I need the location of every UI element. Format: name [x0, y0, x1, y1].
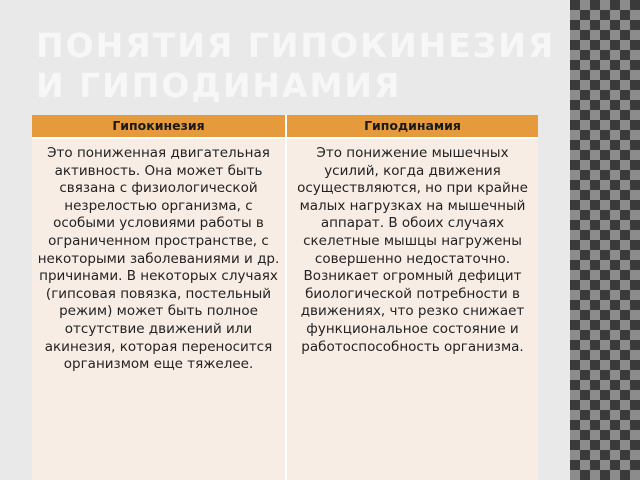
- cell-hypokinesia-definition: Это пониженная двигательная активность. Она может быть связана с физиологической незрелостью организма, с особыми условиями работы в ограниченном пространстве, с некоторыми заболеваниями и др. причинами. В некоторых случаях (гипсовая повязка, постельный режим) может быть полное отсутствие движений или акинезия, которая переносится организмом еще тяжелее.: [37, 145, 280, 373]
- slide-title: ПОНЯТИЯ ГИПОКИНЕЗИЯ И ГИПОДИНАМИЯ: [36, 26, 556, 105]
- cell-hypodynamia-definition: Это понижение мышечных усилий, когда движения осуществляются, но при крайне малых нагрузках на мышечный аппарат. В обоих случаях скелетные мышцы нагружены совершенно недостаточно. Возникает огромный дефицит биологической потребности в движениях, что резко снижает функциональное состояние и работоспособность организма.: [285, 139, 538, 480]
- table-header-row: [32, 115, 538, 139]
- header-hypodynamia: Гиподинамия: [285, 115, 538, 137]
- table-row: [32, 139, 538, 480]
- comparison-table: [32, 115, 538, 480]
- header-hypokinesia: Гипокинезия: [112, 118, 205, 133]
- decorative-pattern-strip: [570, 0, 640, 480]
